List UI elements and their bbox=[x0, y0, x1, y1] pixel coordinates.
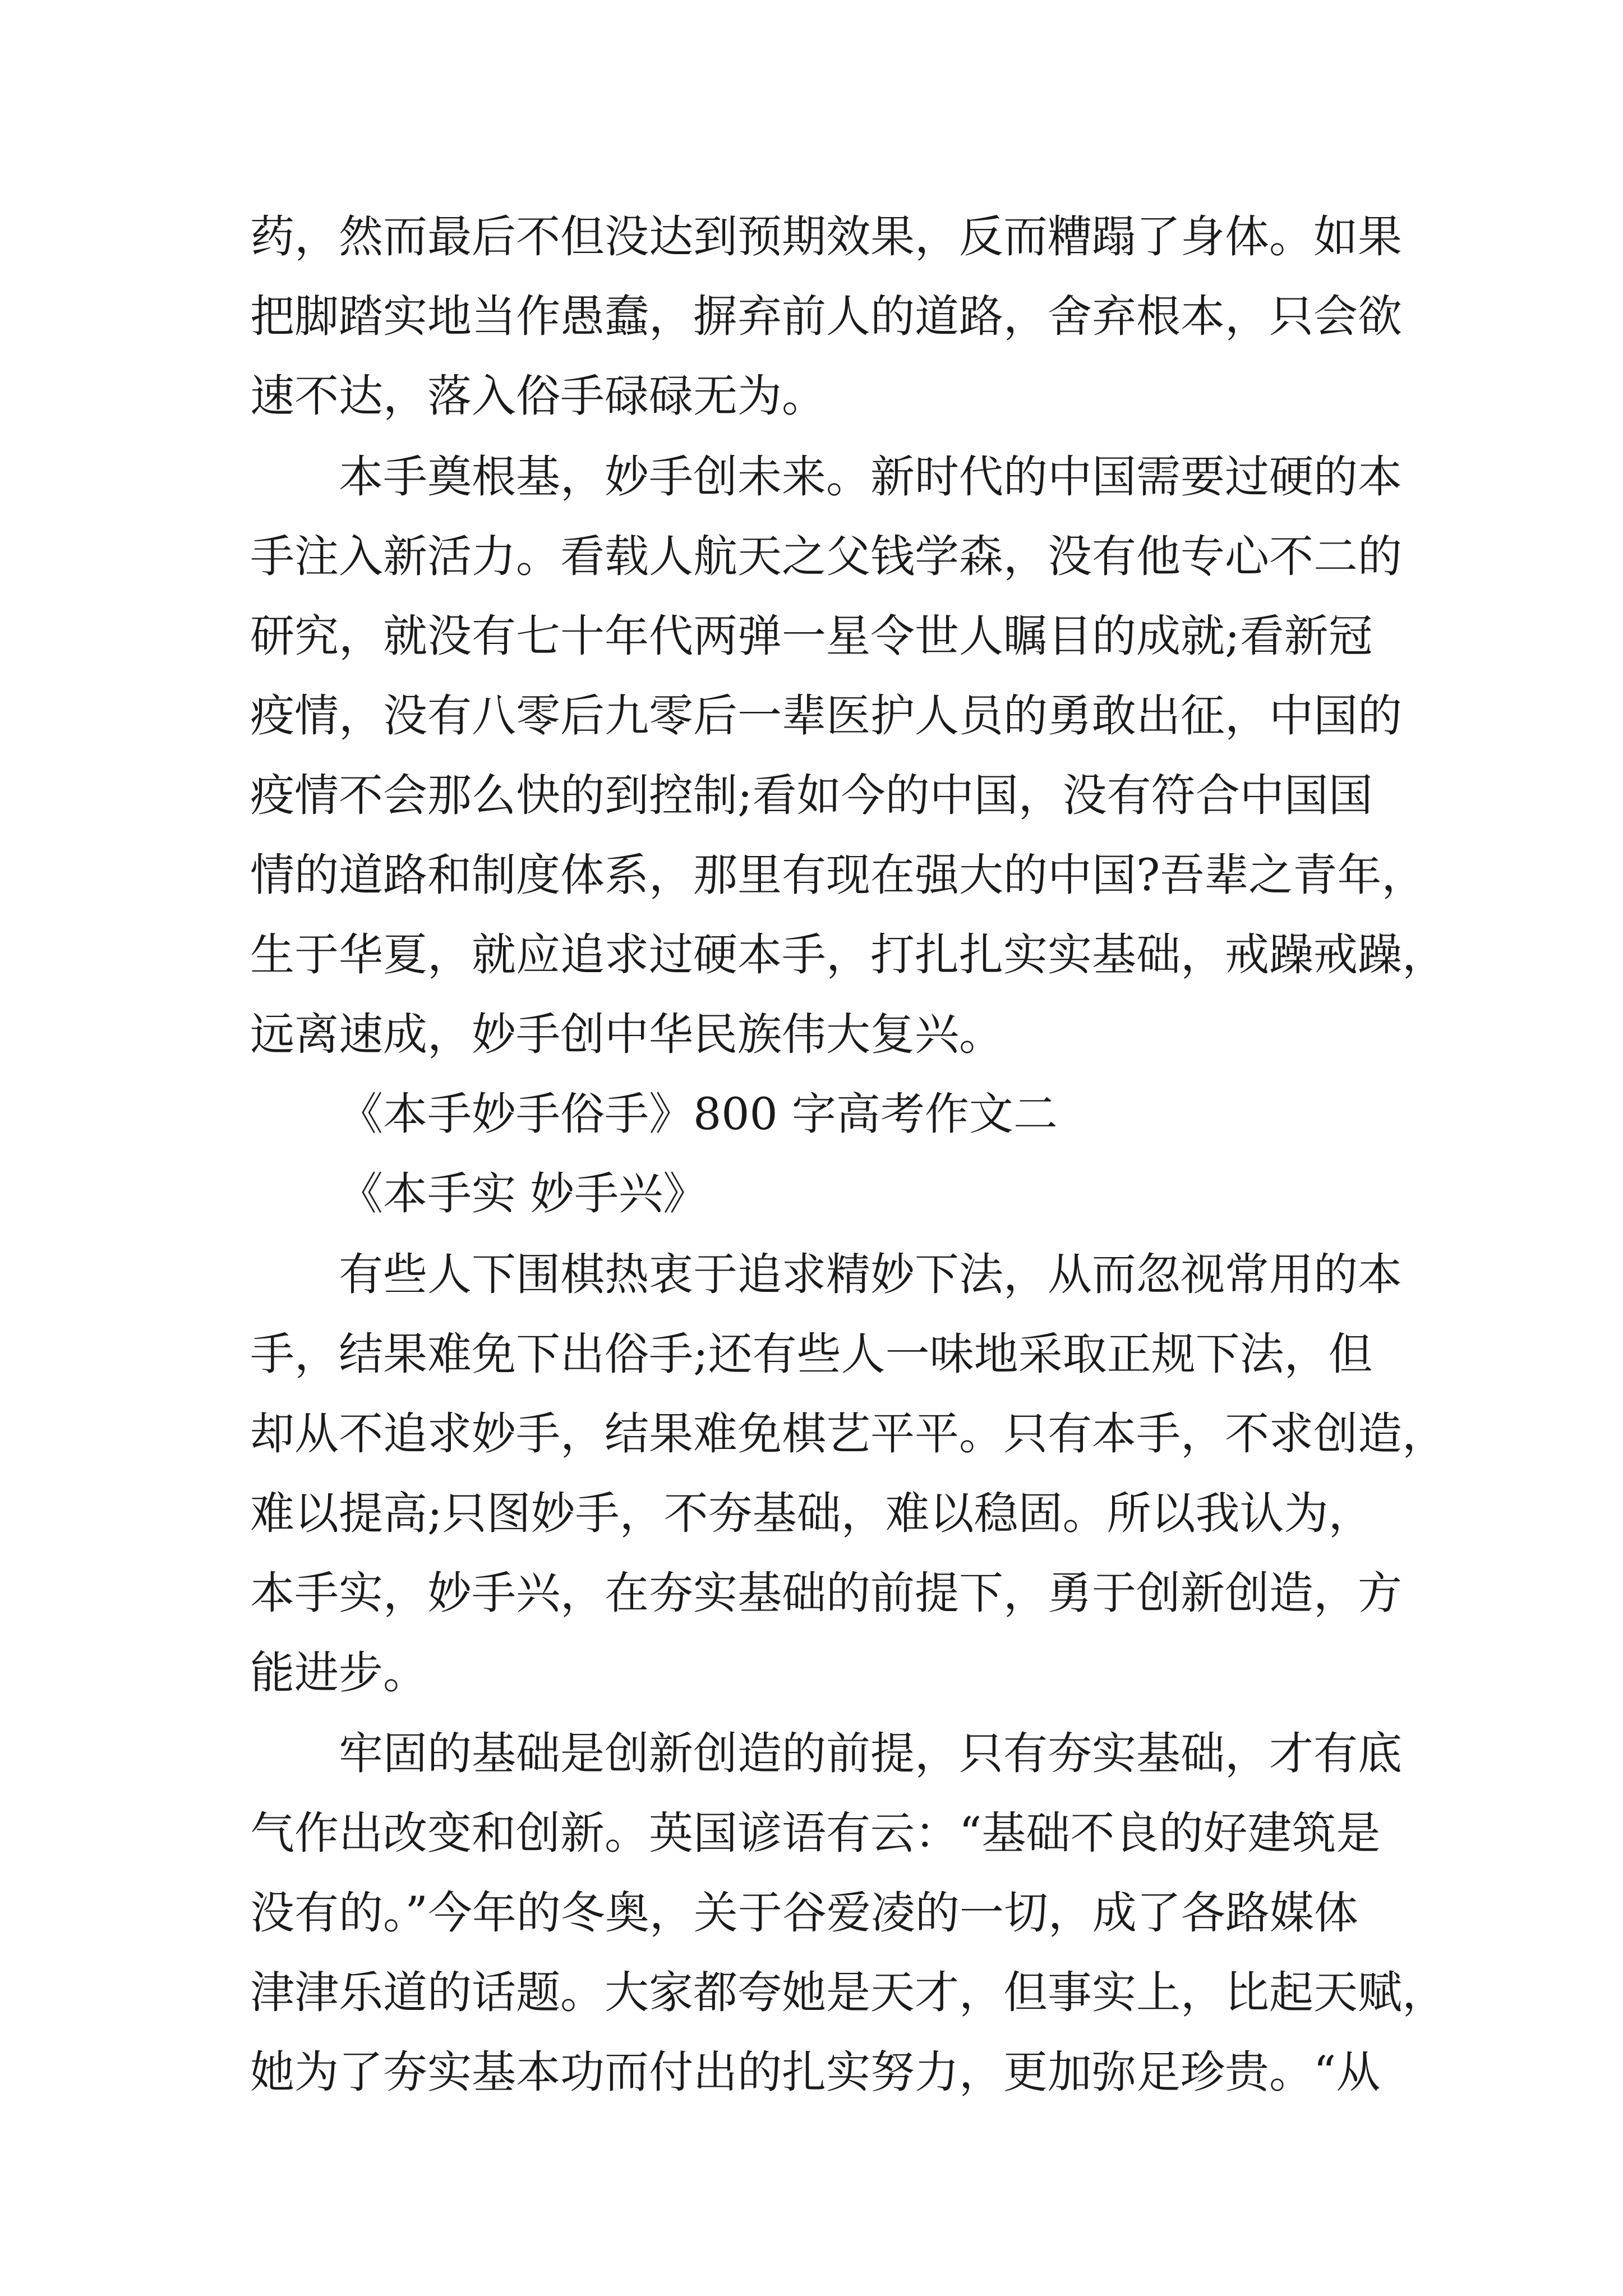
text-line: 研究，就没有七十年代两弹一星令世人瞩目的成就;看新冠 bbox=[250, 610, 1373, 662]
essay-heading: 《本手妙手俗手》800 字高考作文二 bbox=[339, 1088, 1058, 1140]
text-line: 疫情不会那么快的到控制;看如今的中国，没有符合中国国 bbox=[250, 770, 1373, 821]
text-line: 生于华夏，就应追求过硬本手，打扎扎实实基础，戒躁戒躁， bbox=[250, 929, 1446, 981]
text-line: 津津乐道的话题。大家都夸她是天才，但事实上，比起天赋， bbox=[250, 1967, 1446, 2018]
text-line: 情的道路和制度体系，那里有现在强大的中国?吾辈之青年， bbox=[250, 849, 1426, 901]
text-line: 气作出改变和创新。英国谚语有云：“基础不良的好建筑是 bbox=[250, 1807, 1381, 1859]
paragraph-start: 本手奠根基，妙手创未来。新时代的中国需要过硬的本 bbox=[339, 451, 1402, 503]
paragraph-start: 牢固的基础是创新创造的前提，只有夯实基础，才有底 bbox=[339, 1728, 1402, 1779]
text-line: 没有的。”今年的冬奥，关于谷爱凌的一切，成了各路媒体 bbox=[250, 1887, 1358, 1939]
text-line: 手注入新活力。看载人航天之父钱学森，没有他专心不二的 bbox=[250, 531, 1402, 582]
text-line: 能进步。 bbox=[250, 1647, 427, 1699]
text-line: 把脚踏实地当作愚蠢，摒弃前人的道路，舍弃根本，只会欲 bbox=[250, 291, 1402, 342]
text-line: 手，结果难免下出俗手;还有些人一味地采取正规下法，但 bbox=[250, 1328, 1373, 1380]
text-line: 疫情，没有八零后九零后一辈医护人员的勇敢出征，中国的 bbox=[250, 690, 1402, 742]
text-line: 药，然而最后不但没达到预期效果，反而糟蹋了身体。如果 bbox=[250, 211, 1402, 263]
text-line: 远离速成，妙手创中华民族伟大复兴。 bbox=[250, 1009, 1003, 1060]
text-line: 却从不追求妙手，结果难免棋艺平平。只有本手，不求创造， bbox=[250, 1408, 1446, 1460]
text-line: 速不达，落入俗手碌碌无为。 bbox=[250, 370, 826, 422]
essay-title: 《本手实 妙手兴》 bbox=[339, 1168, 708, 1220]
text-line: 本手实，妙手兴，在夯实基础的前提下，勇于创新创造，方 bbox=[250, 1567, 1402, 1619]
text-line: 她为了夯实基本功而付出的扎实努力，更加弥足珍贵。“从 bbox=[250, 2046, 1381, 2098]
text-line: 难以提高;只图妙手，不夯基础，难以稳固。所以我认为， bbox=[250, 1488, 1373, 1539]
paragraph-start: 有些人下围棋热衷于追求精妙下法，从而忽视常用的本 bbox=[339, 1249, 1402, 1300]
